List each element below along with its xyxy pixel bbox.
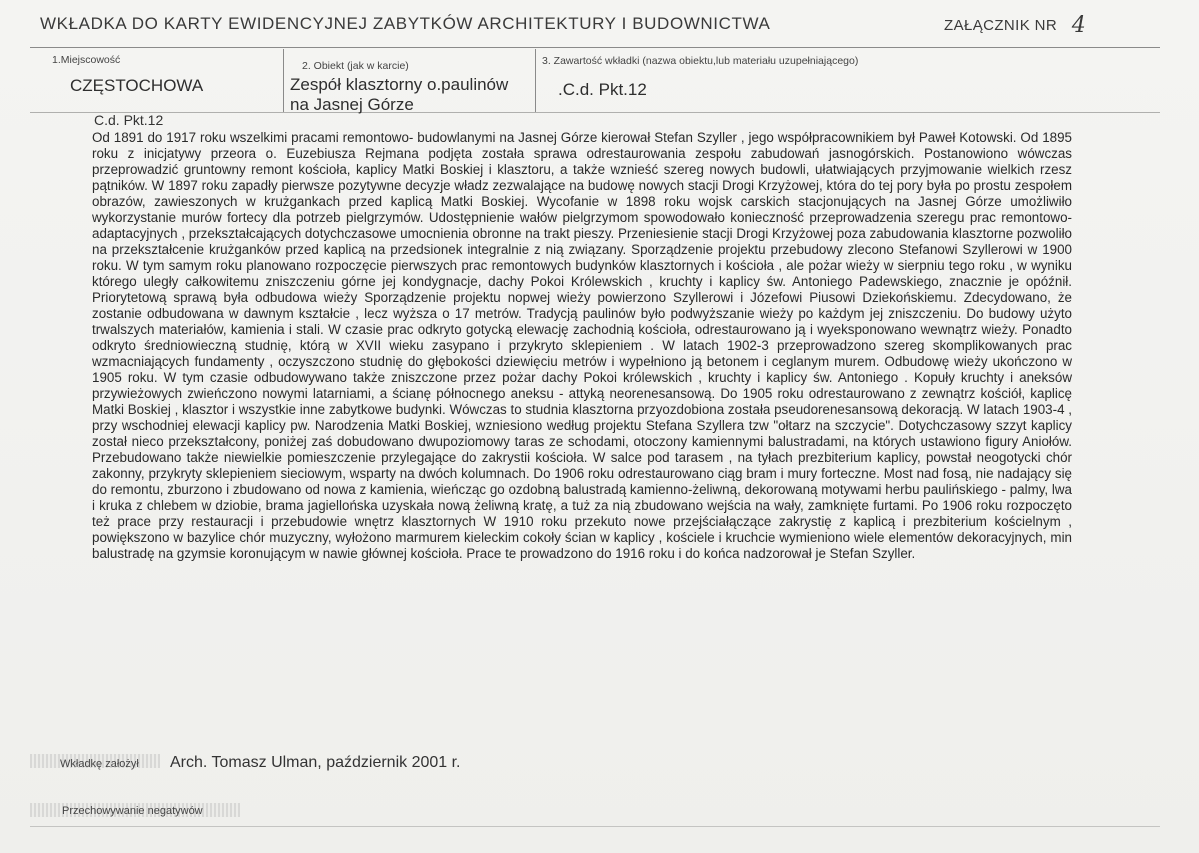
object-label: 2. Obiekt (jak w karcie) [302,60,409,72]
contents-label: 3. Zawartość wkładki (nazwa obiektu,lub materiału uzupełniającego) [542,55,859,67]
founded-label: Wkładkę założył [60,758,139,770]
content-heading: C.d. Pkt.12 [94,112,164,128]
document-title: WKŁADKA DO KARTY EWIDENCYJNEJ ZABYTKÓW ARCHITEKTURY I BUDOWNICTWA [40,14,771,33]
field-divider-1 [283,49,284,113]
fields-bottom-divider [30,112,1160,113]
attachment-number-value: 4 [1071,13,1087,38]
object-value-line2: na Jasnej Górze [290,95,414,114]
locality-label: 1.Miejscowość [52,54,121,66]
object-value-line1: Zespół klasztorny o.paulinów [290,75,509,94]
founded-value: Arch. Tomasz Ulman, październik 2001 r. [170,754,461,771]
attachment-label: ZAŁĄCZNIK NR [944,17,1058,34]
content-text: Od 1891 do 1917 roku wszelkimi pracami remontowo- budowlanymi na Jasnej Górze kierował Stefan Szyller , jego współpracownikiem był Paweł Kotowski. Od 1895 roku z inicjatywy przeora o. Euzebiusza Rejmana podjęta została sprawa odrestaurowania zespołu zabudowań jasnogórskich. Postanowiono wówczas przeprowadzić gruntowny remont kościoła, kaplicy Matki Boskiej i klasztoru, a także wznieść szereg nowych budowli, ułatwiających przyjmowanie wielkich rzesz pątników. W 1897 roku zapadły pierwsze pozytywne decyzje władz zezwalające na budowę nowych stacji Drogi Krzyżowej, która do tej pory była po prostu zespołem obrazów, zawieszonych w krużgankach przed kaplicą Matki Boskiej. Wycofanie w 1898 roku wojsk carskich stacjonujących na Jasnej Górze umożliwiło wykorzystanie murów fortecy dla potrzeb pielgrzymów. Udostępnienie wałów pielgrzymom spowodowało konieczność przeprowadzenia szeregu prac remontowo-adaptacyjnych , przekształcających dotychczasowe umocnienia obronne na trakt pieszy. Przeniesienie stacji Drogi Krzyżowej poza zabudowania klasztorne pozwoliło na przekształcenie krużganków przed kaplicą na przedsionek integralnie z nią związany. Sporządzenie projektu przebudowy zlecono Stefanowi Szyllerowi w 1900 roku. W tym samym roku planowano rozpoczęcie pierwszych prac remontowych budynków klasztornych i kościoła , ale pożar wieży w sierpniu tego roku , w wyniku którego uległy całkowitemu zniszczeniu górne jej kondygnacje, dachy Pokoi Królewskich , kruchty i kaplicy św. Antoniego Padewskiego, znacznie je opóźnił. Priorytetową sprawą była odbudowa wieży Sporządzenie projektu nopwej wieży powierzono Szyllerowi i Józefowi Piusowi Dziekońskiemu. Zdecydowano, że zostanie odbudowana w dawnym kształcie , lecz wyższa o 17 metrów. Tradycją paulinów było podwyższanie wieży po każdym jej zniszczeniu. Do budowy użyto trwalszych materiałów, kamienia i stali. W czasie prac odkryto gotycką elewację zachodnią kościoła, odrestaurowano ją i wyeksponowano wewnątrz wieży. Ponadto odkryto średniowieczną studnię, którą w XVII wieku zasypano i przykryto sklepieniem . W latach 1902-3 przeprowadzono szereg skomplikowanych prac wzmacniających fundamenty , oczyszczono studnię do głębokości dziewięciu metrów i wypełniono ją betonem i ceglanym murem. Odbudowę wieży ukończono w 1905 roku. W tym czasie odbudowywano także zniszczone przez pożar dachy Pokoi królewskich , kruchty i kaplicy św. Antoniego . Kopuły kruchty i aneksów przywieżowych zwieńczono nowymi latarniami, a ścianę północnego aneksu - attyką neorenesansową. Do 1905 roku odrestaurowano z zewnątrz kościół, kaplicę Matki Boskiej , klasztor i wszystkie inne zabytkowe budynki. Wówczas to studnia klasztorna przyozdobiona została pseudorenesansową dekoracją. W latach 1903-4 , przy wschodniej elewacji kaplicy pw. Narodzenia Matki Boskiej, wzniesiono według projektu Stefana Szyllera tzw "ołtarz na szczycie". Dotychczasowy szzyt kaplicy został nieco przekształcony, poniżej zaś dobudowano dwupoziomowy taras ze schodami, otoczony kamiennymi balustradami, na których ustawiono figury Aniołów. Przebudowano także niewielkie pomieszczenie przylegające do zakrystii kościoła. W salce pod tarasem , na tyłach prezbiterium kaplicy, powstał neogotycki chór zakonny, przykryty sklepieniem sieciowym, wsparty na dwóch kolumnach. Do 1906 roku odrestaurowano ciąg bram i mury forteczne. Most nad fosą, nie nadający się do remontu, zburzono i zbudowano od nowa z kamienia, wieńcząc go ozdobną balustradą kamienno-żeliwną, dekorowaną motywami herbu paulińskiego - palmy, lwa i kruka z chlebem w dziobie, brama jagiellońska uzyskała nową żeliwną kratę, a tuż za nią zbudowano wejścia na wały, zamknięte furtami. Po 1906 roku rozpoczęto też prace przy restauracji i przebudowie wnętrz klasztornych W 1910 roku przekuto nowe przejściałączące zakrystię z kaplicą i prezbiterium kościelnym , powiększono w bazylice chór muzyczny, wyłożono marmurem kieleckim cokoły ścian w kaplicy , kościele i kruchcie wymieniono wiele elementów dekoracyjnych, min balustradę na gzymsie koronującym w nawie głównej kościoła. Prace te prowadzono do 1916 roku i do końca nadzorował je Stefan Szyller. [92,130,1073,561]
header-divider [30,47,1160,48]
contents-value: .C.d. Pkt.12 [558,80,647,99]
negatives-label: Przechowywanie negatywów [62,805,203,817]
footer-divider [30,826,1160,827]
field-divider-2 [535,49,536,113]
locality-value: CZĘSTOCHOWA [70,76,204,95]
attachment-number [944,11,1086,36]
